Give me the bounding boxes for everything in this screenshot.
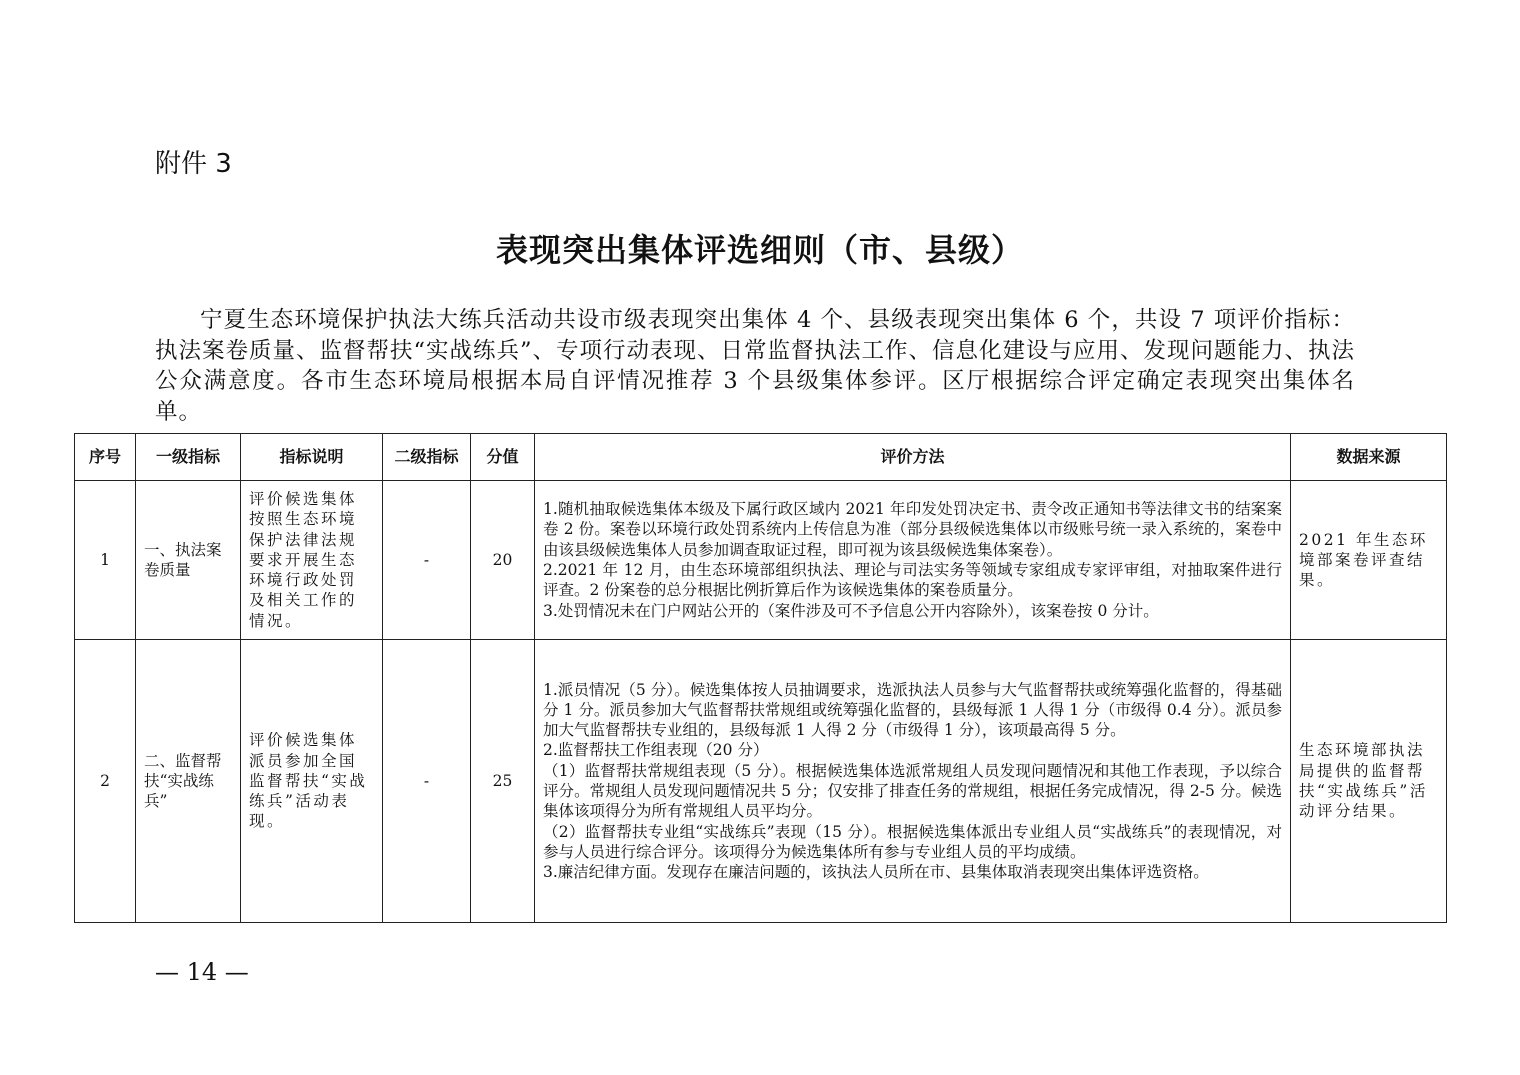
method-item: （2）监督帮扶专业组“实战练兵”表现（15 分）。根据候选集体派出专业组人员“实战练兵”的表现情况，对参与人员进行综合评分。该项得分为候选集体所有参与专业组人员的平均成绩。 [543,822,1282,861]
attachment-label: 附件 3 [155,149,232,179]
method-item: （1）监督帮扶常规组表现（5 分）。根据候选集体选派常规组人员发现问题情况和其他工作表现，予以综合评分。常规组人员发现问题情况共 5 分；仅安排了排查任务的常规组，根据任务完成情况，得 2-5 分。候选集体该项得分为所有常规组人员平均分。 [543,761,1282,821]
method-item: 3.廉洁纪律方面。发现存在廉洁问题的，该执法人员所在市、县集体取消表现突出集体评选资格。 [543,863,1209,882]
header-source: 数据来源 [1291,434,1447,481]
header-level1: 一级指标 [136,434,241,481]
page-number: — 14 — [155,958,249,986]
header-level2: 二级指标 [383,434,471,481]
cell-seq: 2 [75,640,136,923]
method-item: 1.派员情况（5 分）。候选集体按人员抽调要求，选派执法人员参与大气监督帮扶或统筹强化监督的，得基础分 1 分。派员参加大气监督帮扶常规组或统筹强化监督的，县级每派 1 人得 1 分（市级得 0.4 分）。派员参加大气监督帮扶专业组的，县级每派 1 人得 2 分（市级得 1 分），该项最高得 5 分。 [543,680,1282,740]
table-row [75,640,1447,923]
method-item: 1.随机抽取候选集体本级及下属行政区域内 2021 年印发处罚决定书、责令改正通知书等法律文书的结案案卷 2 份。案卷以环境行政处罚系统内上传信息为准（部分县级候选集体以市级账号统一录入系统的，案卷中由该县级候选集体人员参加调查取证过程，即可视为该县级候选集体案卷）。 [543,500,1282,559]
header-method: 评价方法 [535,434,1291,481]
cell-method [535,481,1291,640]
header-score: 分值 [471,434,535,481]
method-item: 2.2021 年 12 月，由生态环境部组织执法、理论与司法实务等领域专家组成专家评审组，对抽取案件进行评查。2 份案卷的总分根据比例折算后作为该候选集体的案卷质量分。 [543,561,1282,600]
table-row [75,481,1447,640]
cell-method [535,640,1291,923]
header-seq: 序号 [75,434,136,481]
cell-level2: - [383,640,471,923]
evaluation-table [74,433,1447,923]
cell-level1: 二、监督帮扶“实战练兵” [136,640,241,923]
table-header-row [75,434,1447,481]
header-explanation: 指标说明 [241,434,383,481]
cell-explanation: 评价候选集体派员参加全国监督帮扶“实战练兵”活动表现。 [241,640,383,923]
cell-score: 25 [471,640,535,923]
cell-seq: 1 [75,481,136,640]
method-item: 2.监督帮扶工作组表现（20 分） [543,741,769,760]
method-item: 3.处罚情况未在门户网站公开的（案件涉及可不予信息公开内容除外），该案卷按 0 分计。 [543,601,1159,620]
cell-explanation: 评价候选集体按照生态环境保护法律法规要求开展生态环境行政处罚及相关工作的情况。 [241,481,383,640]
intro-paragraph: 宁夏生态环境保护执法大练兵活动共设市级表现突出集体 4 个、县级表现突出集体 6 个，共设 7 项评价指标：执法案卷质量、监督帮扶“实战练兵”、专项行动表现、日常监督执法工作、信息化建设与应用、发现问题能力、执法公众满意度。各市生态环境局根据本局自评情况推荐 3 个县级集体参评。区厅根据综合评定确定表现突出集体名单。 [155,307,1356,425]
cell-source: 生态环境部执法局提供的监督帮扶“实战练兵”活动评分结果。 [1291,640,1447,923]
cell-level2: - [383,481,471,640]
cell-score: 20 [471,481,535,640]
cell-level1: 一、执法案卷质量 [136,481,241,640]
document-title: 表现突出集体评选细则（市、县级） [495,231,1024,269]
cell-source: 2021 年生态环境部案卷评查结果。 [1291,481,1447,640]
